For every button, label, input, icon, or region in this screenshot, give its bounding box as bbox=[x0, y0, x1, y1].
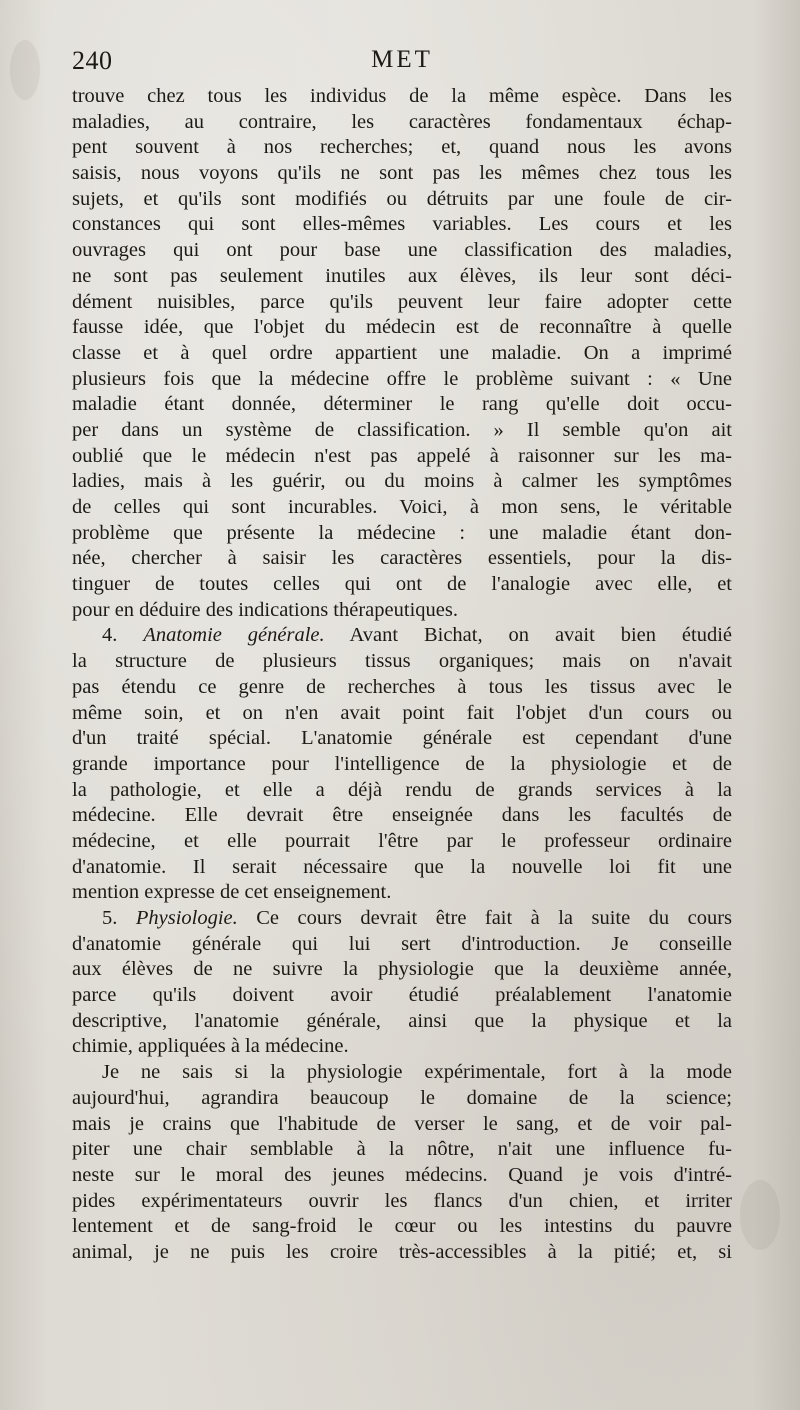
text-line: trouve chez tous les individus de la même espèce. Dans les bbox=[72, 85, 732, 107]
text-line: descriptive, l'anatomie générale, ainsi que la physique et la bbox=[72, 1009, 732, 1032]
text-line: aux élèves de ne suivre la physiologie que la deuxième année, bbox=[72, 958, 732, 981]
text-line: la structure de plusieurs tissus organiques; mais on n'avait bbox=[72, 650, 732, 673]
section-number: 5. bbox=[102, 907, 118, 929]
text-line: ne sont pas seulement inutiles aux élèves, ils leur sont déci- bbox=[72, 264, 732, 287]
text-line: d'anatomie. Il serait nécessaire que la nouvelle loi fit une bbox=[72, 855, 732, 878]
text-line: neste sur le moral des jeunes médecins. Quand je vois d'intré- bbox=[72, 1163, 732, 1186]
paragraph bbox=[72, 1060, 732, 1266]
text-line: la pathologie, et elle a déjà rendu de grands services à la bbox=[72, 778, 732, 801]
text-line: mention expresse de cet enseignement. bbox=[72, 881, 392, 904]
section-number: 4. bbox=[102, 624, 118, 647]
text-line: maladie étant donnée, déterminer le rang qu'elle doit occu- bbox=[72, 393, 732, 416]
text-line: oublié que le médecin n'est pas appelé à raisonner sur les ma- bbox=[72, 444, 732, 467]
text-line: per dans un système de classification. » Il semble qu'on ait bbox=[72, 418, 732, 441]
text-line: saisis, nous voyons qu'ils ne sont pas les mêmes chez tous les bbox=[72, 162, 732, 185]
text-line: ouvrages qui ont pour base une classification des maladies, bbox=[72, 239, 732, 262]
section-heading: Physiologie. bbox=[135, 907, 238, 929]
text-line: chimie, appliquées à la médecine. bbox=[72, 1035, 349, 1058]
text-line: Je ne sais si la physiologie expérimentale, fort à la mode bbox=[102, 1061, 732, 1084]
section-first-line bbox=[72, 623, 732, 649]
text-line: animal, je ne puis les croire très-accessibles à la pitié; et, si bbox=[72, 1240, 732, 1263]
text-line: née, chercher à saisir les caractères essentiels, pour la dis- bbox=[72, 547, 732, 570]
text-line: pides expérimentateurs ouvrir les flancs d'un chien, et irriter bbox=[72, 1189, 732, 1212]
section-first-line-text: Ce cours devrait être fait à la suite du cours bbox=[256, 907, 733, 929]
text-line: parce qu'ils doivent avoir étudié préalablement l'anatomie bbox=[72, 984, 732, 1007]
running-head bbox=[72, 46, 732, 82]
text-line: dément nuisibles, parce qu'ils peuvent leur faire adopter cette bbox=[72, 290, 732, 313]
text-line: médecine, et elle pourrait l'être par le professeur ordinaire bbox=[72, 829, 732, 852]
text-line: maladies, au contraire, les caractères fondamentaux échap- bbox=[72, 110, 732, 133]
text-line: pas étendu ce genre de recherches à tous les tissus avec le bbox=[72, 675, 732, 698]
text-line: sujets, et qu'ils sont modifiés ou détruits par une foule de cir- bbox=[72, 187, 732, 210]
text-line: aujourd'hui, agrandira beaucoup le domaine de la science; bbox=[72, 1086, 732, 1109]
section-heading: Anatomie générale. bbox=[143, 624, 325, 647]
text-line: médecine. Elle devrait être enseignée dans les facultés de bbox=[72, 804, 732, 827]
text-line: pour en déduire des indications thérapeutiques. bbox=[72, 598, 458, 621]
text-line: constances qui sont elles-mêmes variables. Les cours et les bbox=[72, 213, 732, 236]
page-stain bbox=[740, 1180, 780, 1250]
section-first-line bbox=[72, 906, 732, 932]
text-line: piter une chair semblable à la nôtre, n'ait une influence fu- bbox=[72, 1138, 732, 1161]
paragraph-anatomie-generale bbox=[72, 623, 732, 906]
text-line: pent souvent à nos recherches; et, quand nous les avons bbox=[72, 136, 732, 159]
page-stain bbox=[10, 40, 40, 100]
body-text bbox=[72, 84, 732, 1266]
paragraph-physiologie bbox=[72, 906, 732, 1060]
text-line: lentement et de sang-froid le cœur ou les intestins du pauvre bbox=[72, 1215, 732, 1238]
text-line: classe et à quel ordre appartient une maladie. On a imprimé bbox=[72, 341, 732, 364]
text-line: d'un traité spécial. L'anatomie générale est cependant d'une bbox=[72, 727, 732, 750]
text-line: fausse idée, que l'objet du médecin est de reconnaître à quelle bbox=[72, 316, 732, 339]
text-line: mais je crains que l'habitude de verser le sang, et de voir pal- bbox=[72, 1112, 732, 1135]
text-line: grande importance pour l'intelligence de la physiologie et de bbox=[72, 752, 732, 775]
running-title: MET bbox=[371, 46, 433, 73]
paragraph bbox=[72, 84, 732, 623]
text-line: plusieurs fois que la médecine offre le problème suivant : « Une bbox=[72, 367, 732, 390]
section-first-line-text: Avant Bichat, on avait bien étudié bbox=[349, 624, 733, 647]
page-number: 240 bbox=[72, 46, 113, 75]
text-line: même soin, et on n'en avait point fait l'objet d'un cours ou bbox=[72, 701, 732, 724]
text-line: problème que présente la médecine : une maladie étant don- bbox=[72, 521, 732, 544]
text-line: d'anatomie générale qui lui sert d'introduction. Je conseille bbox=[72, 932, 732, 955]
text-line: de celles qui sont incurables. Voici, à mon sens, le véritable bbox=[72, 496, 732, 518]
text-line: ladies, mais à les guérir, ou du moins à calmer les symptômes bbox=[72, 470, 732, 493]
text-line: tinguer de toutes celles qui ont de l'analogie avec elle, et bbox=[72, 573, 732, 596]
